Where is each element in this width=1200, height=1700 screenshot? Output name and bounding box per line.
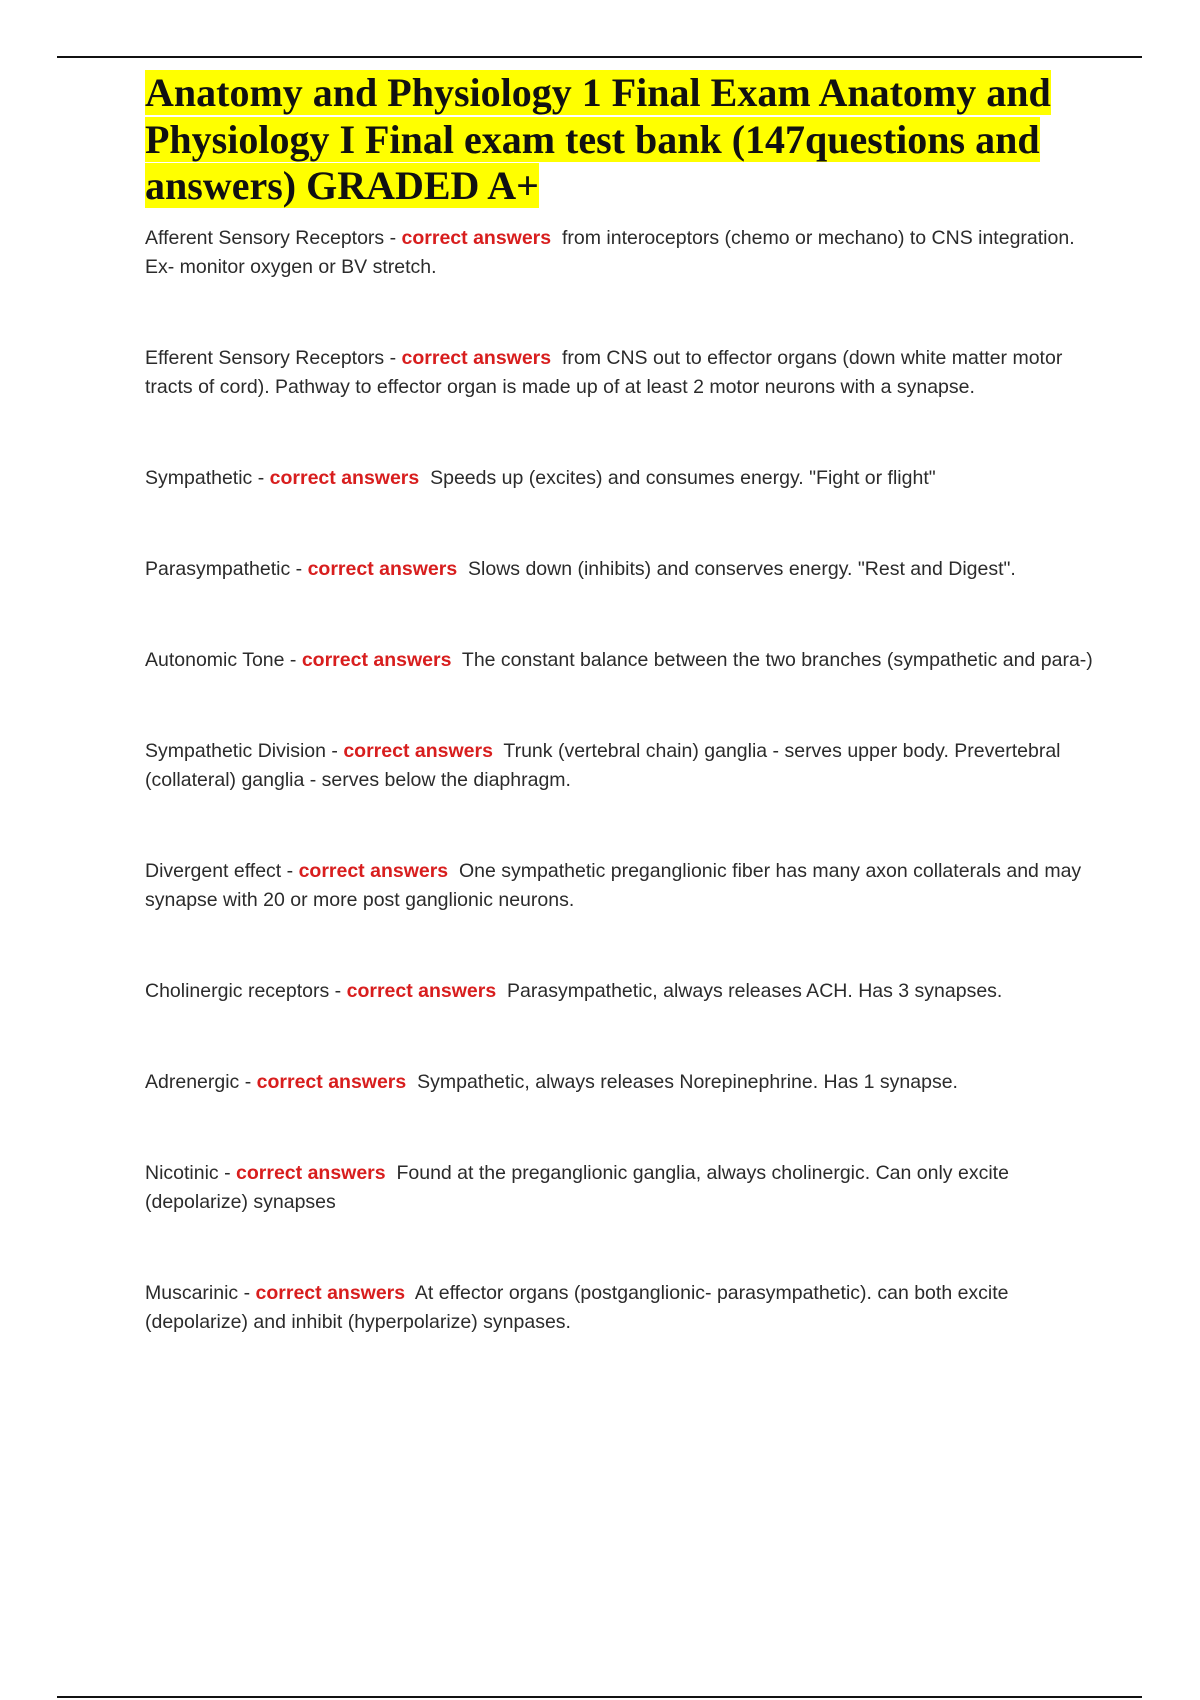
entry-term: Sympathetic Division bbox=[145, 739, 326, 762]
entry-term: Nicotinic bbox=[145, 1161, 219, 1184]
answer-tag: correct answers bbox=[346, 979, 497, 1002]
header-rule bbox=[57, 56, 1142, 58]
qa-entry bbox=[145, 1068, 1095, 1097]
answer-tag: correct answers bbox=[343, 739, 493, 762]
entry-definition: Found at the preganglionic ganglia, always cholinergic. Can only excite (depolarize) synapses bbox=[145, 1161, 1009, 1213]
document-title-text: Anatomy and Physiology 1 Final Exam Anatomy and Physiology I Final exam test bank (147questions and answers) GRADED A+ bbox=[145, 70, 1051, 208]
entry-separator: - bbox=[239, 1070, 257, 1093]
answer-tag: correct answers bbox=[301, 648, 452, 671]
qa-entry bbox=[145, 737, 1095, 795]
entry-definition: One sympathetic preganglionic fiber has many axon collaterals and may synapse with 20 or more post ganglionic neurons. bbox=[145, 859, 1082, 911]
entry-term: Muscarinic bbox=[145, 1281, 239, 1304]
entry-separator: - bbox=[238, 1281, 256, 1304]
qa-entry bbox=[145, 464, 1095, 493]
answer-tag: correct answers bbox=[401, 226, 552, 249]
entry-separator: - bbox=[384, 226, 402, 249]
entry-definition: Slows down (inhibits) and conserves energy. "Rest and Digest". bbox=[468, 557, 1016, 580]
answer-tag: correct answers bbox=[269, 466, 420, 489]
entry-separator: - bbox=[218, 1161, 237, 1184]
entry-definition: from CNS out to effector organs (down white matter motor tracts of cord). Pathway to effector organ is made up of at least 2 motor neurons with a synapse. bbox=[145, 346, 1063, 398]
answer-tag: correct answers bbox=[255, 1281, 406, 1304]
footer-rule bbox=[57, 1696, 1142, 1698]
entry-term: Efferent Sensory Receptors bbox=[145, 346, 385, 369]
entry-definition: from interoceptors (chemo or mechano) to CNS integration. Ex- monitor oxygen or BV stretch. bbox=[145, 226, 1075, 278]
entry-term: Afferent Sensory Receptors bbox=[145, 226, 385, 249]
document-title bbox=[145, 70, 1095, 210]
entry-separator: - bbox=[284, 648, 302, 671]
qa-entry bbox=[145, 224, 1095, 282]
entry-definition: Sympathetic, always releases Norepinephrine. Has 1 synapse. bbox=[417, 1070, 958, 1093]
entry-term: Parasympathetic bbox=[145, 557, 291, 580]
answer-tag: correct answers bbox=[298, 859, 449, 882]
qa-entry bbox=[145, 646, 1095, 675]
qa-entry bbox=[145, 857, 1095, 915]
entry-separator: - bbox=[252, 466, 270, 489]
entry-definition: The constant balance between the two branches (sympathetic and para-) bbox=[461, 648, 1093, 671]
qa-entry bbox=[145, 977, 1095, 1006]
answer-tag: correct answers bbox=[256, 1070, 407, 1093]
entry-definition: At effector organs (postganglionic- parasympathetic). can both excite (depolarize) and inhibit (hyperpolarize) synpases. bbox=[145, 1281, 1009, 1333]
entry-separator: - bbox=[290, 557, 308, 580]
entry-definition: Parasympathetic, always releases ACH. Has 3 synapses. bbox=[507, 979, 1003, 1002]
entry-separator: - bbox=[384, 346, 402, 369]
qa-entry bbox=[145, 1279, 1095, 1337]
entry-term: Sympathetic bbox=[145, 466, 253, 489]
entry-definition: Speeds up (excites) and consumes energy. "Fight or flight" bbox=[430, 466, 936, 489]
entry-separator: - bbox=[281, 859, 299, 882]
qa-entry bbox=[145, 1159, 1095, 1217]
qa-entry bbox=[145, 555, 1095, 584]
entry-term: Divergent effect bbox=[145, 859, 282, 882]
entry-term: Cholinergic receptors bbox=[145, 979, 330, 1002]
entry-separator: - bbox=[325, 739, 344, 762]
document-body bbox=[145, 70, 1095, 1337]
entry-term: Adrenergic bbox=[145, 1070, 240, 1093]
entry-separator: - bbox=[329, 979, 347, 1002]
answer-tag: correct answers bbox=[236, 1161, 386, 1184]
entry-term: Autonomic Tone bbox=[145, 648, 285, 671]
qa-entry bbox=[145, 344, 1095, 402]
answer-tag: correct answers bbox=[401, 346, 552, 369]
entry-definition: Trunk (vertebral chain) ganglia - serves upper body. Prevertebral (collateral) ganglia - serves below the diaphragm. bbox=[145, 739, 1061, 791]
answer-tag: correct answers bbox=[307, 557, 458, 580]
